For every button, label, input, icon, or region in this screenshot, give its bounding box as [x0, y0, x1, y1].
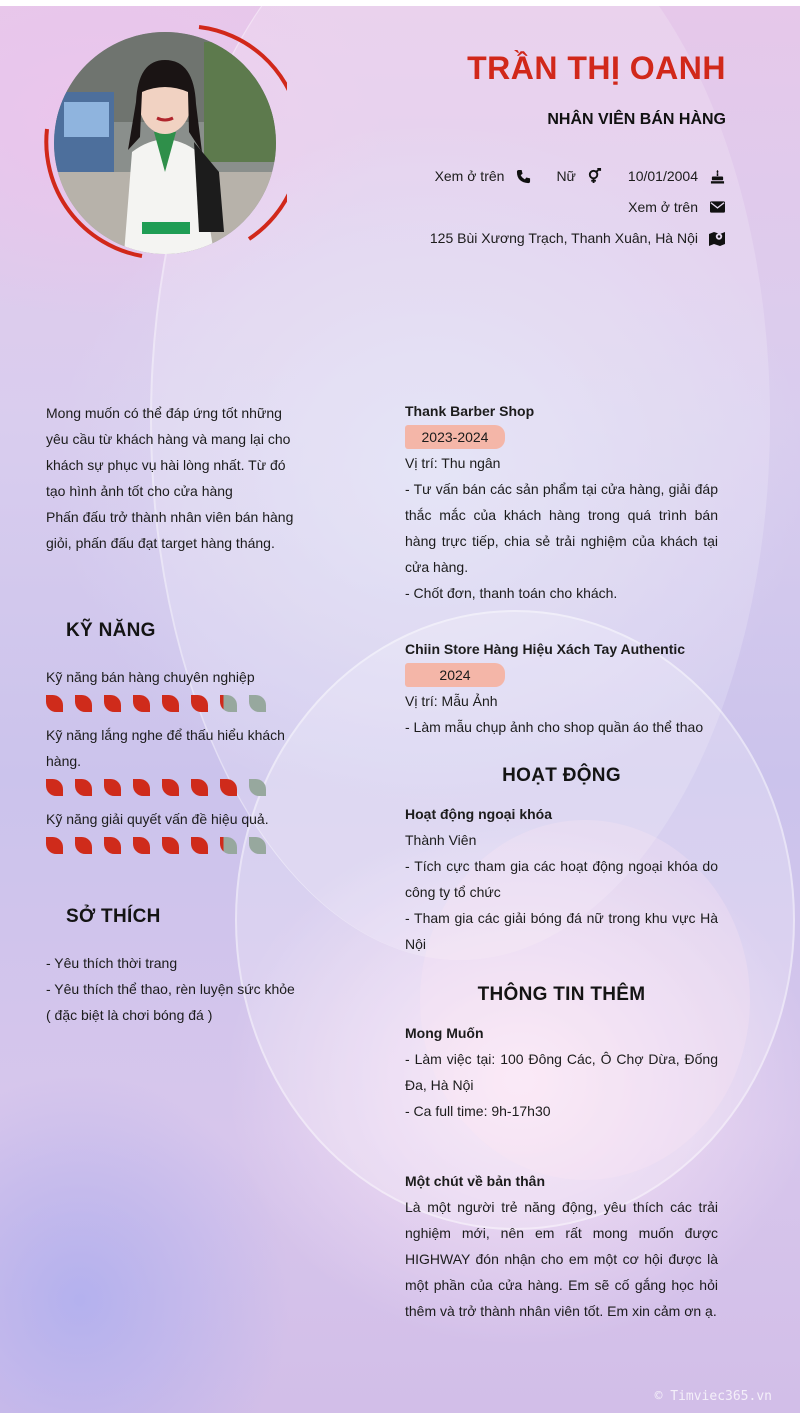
about-title: Một chút về bản thân: [405, 1173, 545, 1189]
rating-leaf: [133, 779, 150, 796]
activity-description: - Tích cực tham gia các hoạt động ngoại khóa do công ty tổ chức: [405, 858, 718, 900]
rating-leaf: [162, 779, 179, 796]
activity-entry: [405, 801, 718, 957]
year-badge: 2023-2024: [405, 425, 505, 449]
skill-label: Kỹ năng bán hàng chuyên nghiệp: [46, 669, 255, 685]
extra-info-heading: THÔNG TIN THÊM: [477, 984, 646, 1005]
rating-leaf: [46, 695, 63, 712]
experience-entry: [405, 398, 718, 606]
wish-title: Mong Muốn: [405, 1025, 484, 1041]
avatar: [54, 32, 276, 254]
job-title: NHÂN VIÊN BÁN HÀNG: [547, 111, 726, 128]
rating-leaf: [220, 779, 237, 796]
rating-leaf: [104, 779, 121, 796]
year-badge: 2024: [405, 663, 505, 687]
skill-rating: [46, 695, 278, 712]
birthday-value: 10/01/2004: [627, 168, 698, 184]
phone-value: Xem ở trên: [434, 168, 505, 184]
address-value: 125 Bùi Xương Trạch, Thanh Xuân, Hà Nội: [429, 230, 698, 246]
top-strip: [0, 0, 800, 6]
rating-leaf: [191, 695, 208, 712]
activity-description: - Tham gia các giải bóng đá nữ trong khu vực Hà Nội: [405, 910, 718, 952]
job-description: - Tư vấn bán các sản phẩm tại cửa hàng, giải đáp thắc mắc của khách hàng trong quá trình bán hàng trực tiếp, chia sẻ trải nghiệm của khách tại cửa hàng.: [405, 481, 718, 575]
address-item: [430, 229, 726, 247]
candidate-name: TRẦN THỊ OANH: [467, 50, 726, 86]
birthday-item: [628, 167, 726, 185]
objective-text: Mong muốn có thể đáp ứng tốt những yêu cầu từ khách hàng và mang lại cho khách sự phục vụ hài lòng nhất. Từ đó tạo hình ảnh tốt cho cửa hàng: [46, 405, 291, 499]
skill-label: Kỹ năng lắng nghe để thấu hiểu khách hàng.: [46, 727, 285, 769]
hobby-item: - Yêu thích thể thao, rèn luyện sức khỏe ( đặc biệt là chơi bóng đá ): [46, 981, 295, 1023]
email-value: Xem ở trên: [628, 199, 698, 215]
rating-leaf: [220, 695, 237, 712]
rating-leaf: [249, 779, 266, 796]
rating-leaf: [75, 779, 92, 796]
wish-item: - Làm việc tại: 100 Đông Các, Ô Chợ Dừa, Đống Đa, Hà Nội: [405, 1051, 718, 1093]
gender-icon: [586, 167, 604, 185]
rating-leaf: [162, 695, 179, 712]
profile-photo: [54, 32, 276, 254]
contact-row: [628, 198, 726, 216]
rating-leaf: [104, 695, 121, 712]
phone-item: [435, 167, 533, 185]
envelope-icon: [708, 198, 726, 216]
rating-leaf: [191, 837, 208, 854]
rating-leaf: [75, 695, 92, 712]
company-name: Chiin Store Hàng Hiệu Xách Tay Authentic: [405, 641, 686, 657]
contact-row: [430, 229, 726, 247]
rating-leaf: [162, 837, 179, 854]
company-name: Thank Barber Shop: [405, 403, 535, 419]
avatar-frame: [44, 24, 287, 260]
objective-text: Phấn đấu trở thành nhân viên bán hàng giỏi, phấn đấu đạt target hàng tháng.: [46, 509, 294, 551]
map-marker-icon: [708, 229, 726, 247]
activity-role: Thành Viên: [405, 832, 477, 848]
rating-leaf: [75, 837, 92, 854]
about-section: [405, 1168, 718, 1324]
wish-item: - Ca full time: 9h-17h30: [405, 1103, 551, 1119]
job-description: - Làm mẫu chụp ảnh cho shop quần áo thể thao: [405, 719, 704, 735]
skill-rating: [46, 779, 278, 796]
contact-row: [435, 167, 726, 185]
skill-label: Kỹ năng giải quyết vấn đề hiệu quả.: [46, 811, 269, 827]
gender-value: Nữ: [556, 168, 576, 184]
rating-leaf: [133, 837, 150, 854]
position-text: Vị trí: Mẫu Ảnh: [405, 693, 498, 709]
rating-leaf: [104, 837, 121, 854]
phone-icon: [514, 167, 532, 185]
experience-entry: [405, 636, 718, 740]
skills-heading: KỸ NĂNG: [66, 620, 156, 641]
rating-leaf: [46, 837, 63, 854]
rating-leaf: [46, 779, 63, 796]
hobbies-list: [46, 950, 296, 1028]
wish-section: [405, 1020, 718, 1124]
rating-leaf: [220, 837, 237, 854]
birthday-cake-icon: [708, 167, 726, 185]
activity-name: Hoạt động ngoại khóa: [405, 806, 552, 822]
position-text: Vị trí: Thu ngân: [405, 455, 501, 471]
gender-item: [556, 167, 603, 185]
career-objective: [46, 400, 296, 556]
skill-rating: [46, 837, 278, 854]
rating-leaf: [249, 837, 266, 854]
rating-leaf: [133, 695, 150, 712]
watermark: © Timviec365.vn: [654, 1389, 772, 1404]
hobbies-heading: SỞ THÍCH: [66, 906, 161, 927]
about-text: Là một người trẻ năng động, yêu thích các trải nghiệm mới, nên em rất mong muốn được HIGHWAY đón nhận cho em một cơ hội được là một phần của cửa hàng. Em sẽ cố gắng học hỏi thêm và trở thành nhân viên tốt. Em xin cảm ơn ạ.: [405, 1199, 718, 1319]
activities-heading: HOẠT ĐỘNG: [502, 765, 621, 786]
rating-leaf: [191, 779, 208, 796]
job-description: - Chốt đơn, thanh toán cho khách.: [405, 585, 618, 601]
hobby-item: - Yêu thích thời trang: [46, 955, 178, 971]
rating-leaf: [249, 695, 266, 712]
email-item: [628, 198, 726, 216]
